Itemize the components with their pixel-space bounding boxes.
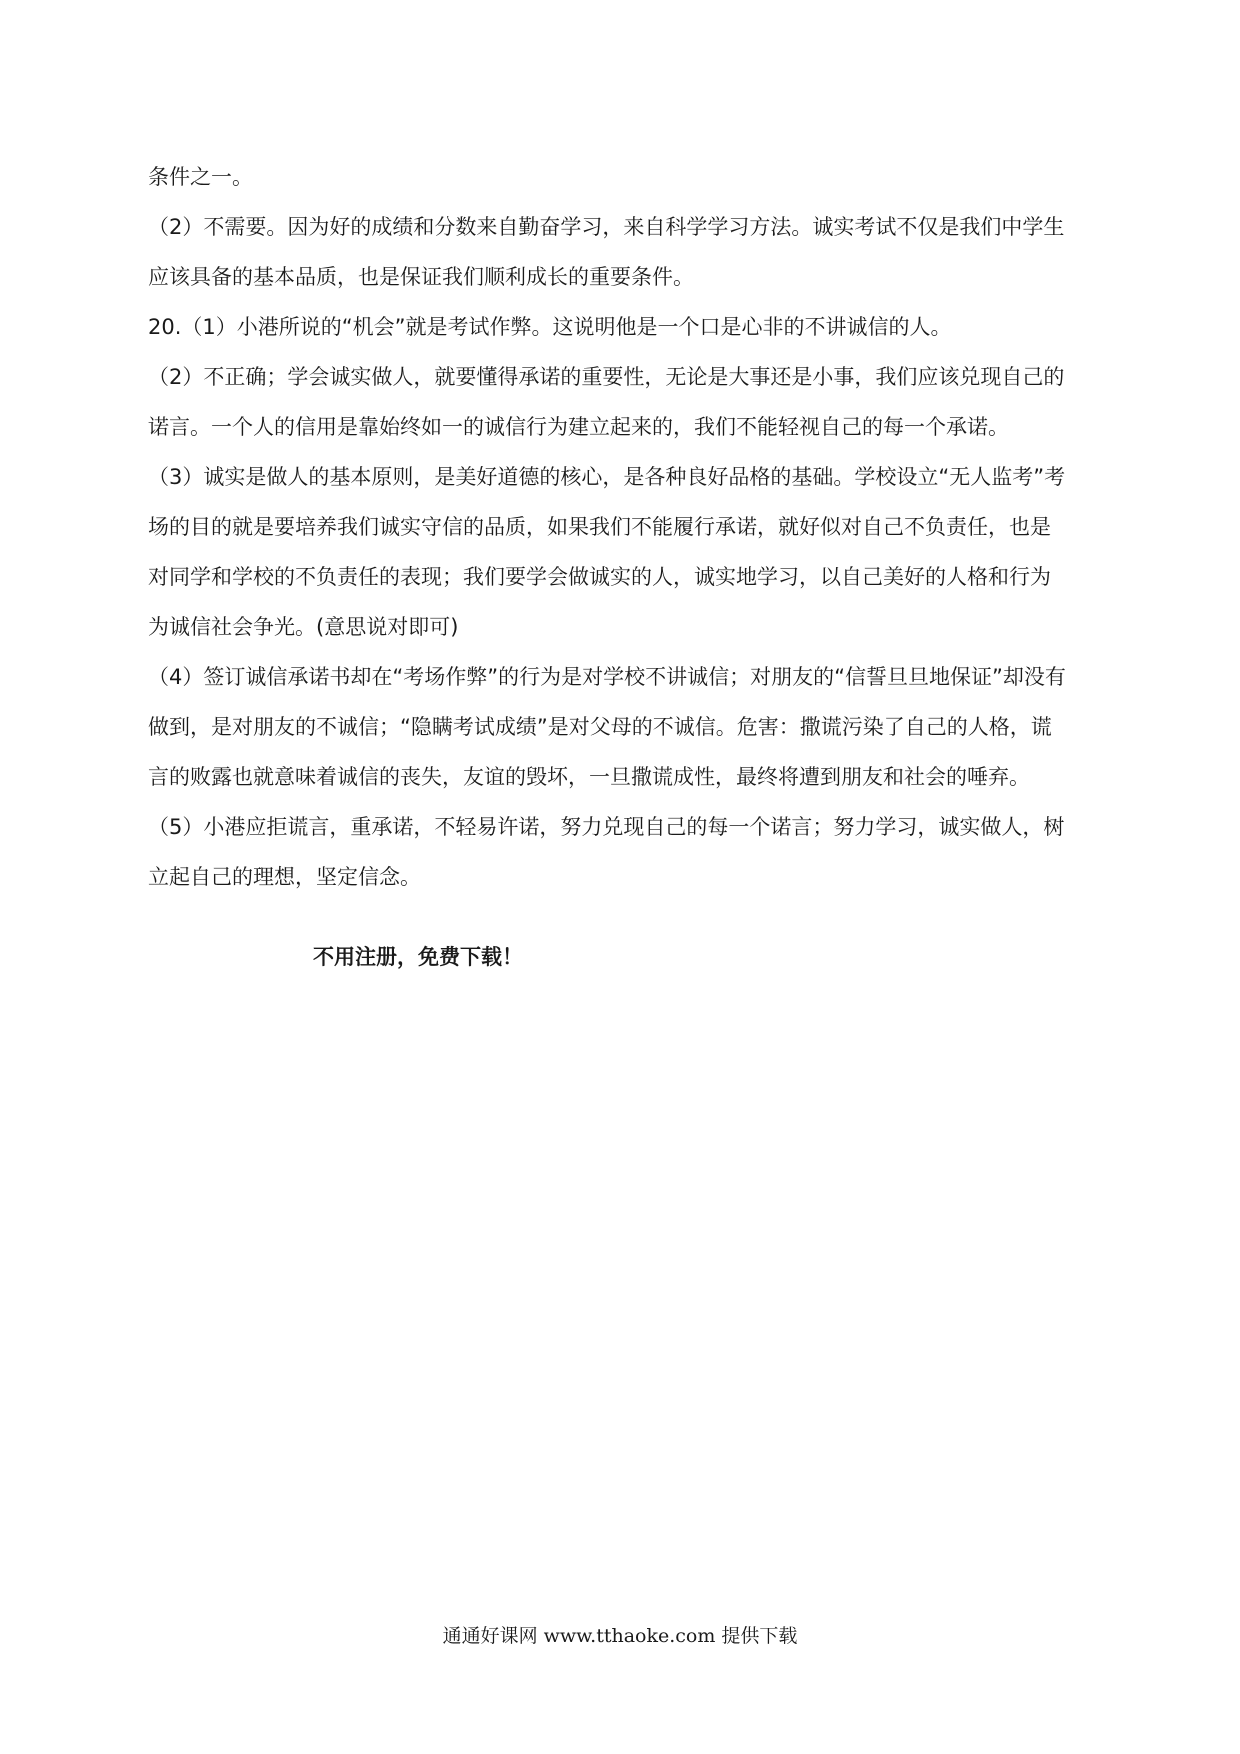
text-line: 诺言。一个人的信用是靠始终如一的诚信行为建立起来的，我们不能轻视自己的每一个承诺。 (148, 415, 1009, 439)
page-footer: 通通好课网 www.tthaoke.com 提供下载 (442, 1625, 798, 1647)
text-line: （5）小港应拒谎言，重承诺，不轻易许诺，努力兑现自己的每一个诺言；努力学习，诚实做人，树 (148, 815, 1065, 839)
text-line: 言的败露也就意味着诚信的丧失，友谊的毁坏，一旦撒谎成性，最终将遭到朋友和社会的唾弃。 (148, 765, 1030, 789)
text-line: 做到，是对朋友的不诚信；“隐瞒考试成绩”是对父母的不诚信。危害：撒谎污染了自己的人格，谎 (148, 715, 1052, 739)
text-line: （2）不需要。因为好的成绩和分数来自勤奋学习，来自科学学习方法。诚实考试不仅是我们中学生 (148, 215, 1065, 239)
text-line: （3）诚实是做人的基本原则，是美好道德的核心，是各种良好品格的基础。学校设立“无人监考”考 (148, 465, 1066, 489)
text-line: 对同学和学校的不负责任的表现；我们要学会做诚实的人，诚实地学习，以自己美好的人格和行为 (148, 565, 1051, 589)
text-line: 立起自己的理想，坚定信念。 (148, 865, 421, 889)
text-line: （4）签订诚信承诺书却在“考场作弊”的行为是对学校不讲诚信；对朋友的“信誓旦旦地保证”却没有 (148, 665, 1066, 689)
text-line: 为诚信社会争光。(意思说对即可) (148, 615, 459, 639)
text-line: 条件之一。 (148, 165, 253, 189)
text-line: 应该具备的基本品质，也是保证我们顺利成长的重要条件。 (148, 265, 694, 289)
text-line: （2）不正确；学会诚实做人，就要懂得承诺的重要性，无论是大事还是小事，我们应该兑现自己的 (148, 365, 1065, 389)
text-line: 20.（1）小港所说的“机会”就是考试作弊。这说明他是一个口是心非的不讲诚信的人。 (148, 315, 952, 339)
text-line: 场的目的就是要培养我们诚实守信的品质，如果我们不能履行承诺，就好似对自己不负责任，也是 (148, 515, 1051, 539)
answer-text-block (148, 152, 1098, 902)
promo-text: 不用注册，免费下载！ (313, 945, 523, 969)
